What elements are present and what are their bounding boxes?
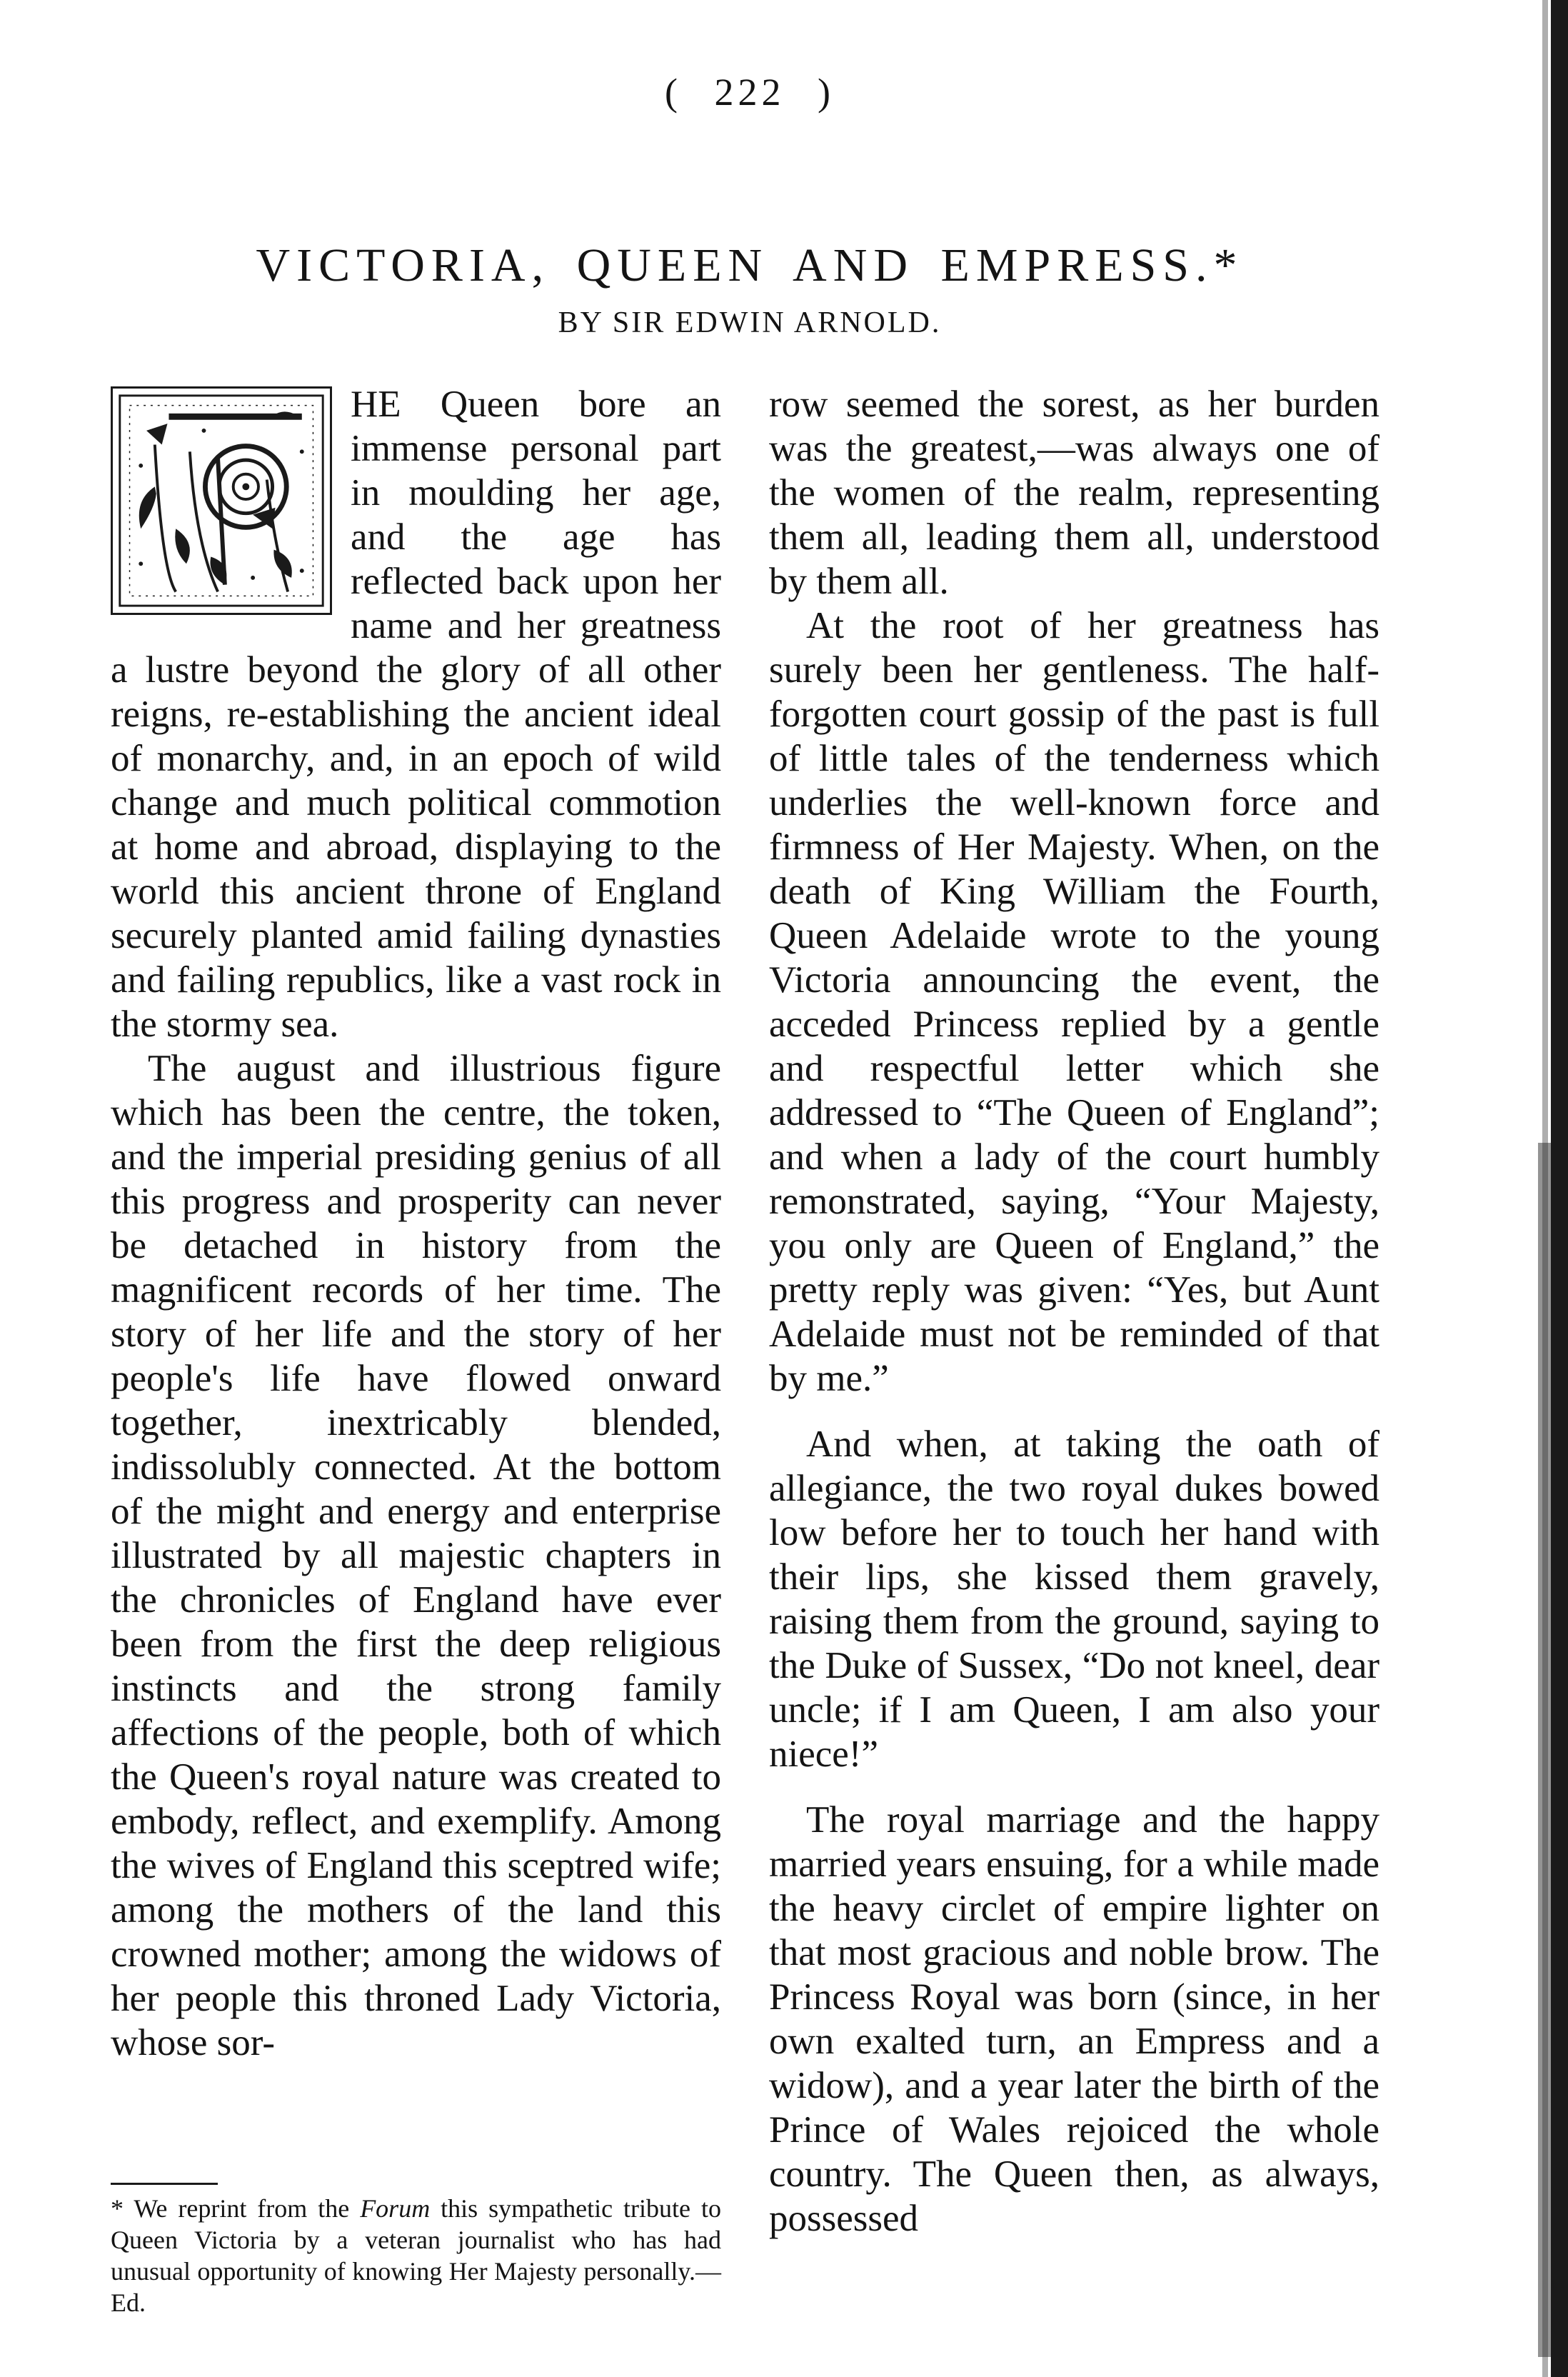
page-number: ( 222 ) (665, 71, 835, 114)
paragraph-1: HE Queen bore an immense personal part in moulding her age, and the age has reflected back upon her name and her greatness a lustre beyond the glory of all other reigns, re-establishing the ancient ideal of monarchy, and, in an epoch of wild change and much political commotion at home and abroad, displaying to the world this ancient throne of England securely planted amid failing dynasties and failing republics, like a vast rock in the stormy sea. (111, 384, 721, 1045)
footnote-text-before: * We reprint from the (111, 2194, 361, 2223)
right-column (769, 382, 1379, 2241)
footnote-editor-mark: Ed. (111, 2288, 146, 2317)
paragraph-continued: row seemed the sorest, as her burden was the greatest,—was always one of the women of the realm, representing them all, leading them all, understood by them all. (769, 384, 1379, 602)
floral-initial-icon (113, 389, 330, 613)
footnote (111, 2193, 721, 2318)
footnote-rule (111, 2183, 218, 2185)
article-title: VICTORIA, QUEEN AND EMPRESS.* (256, 239, 1244, 292)
scan-edge-shadow (1535, 0, 1568, 2377)
footnote-journal: Forum (360, 2194, 431, 2223)
paragraph-2: The august and illustrious figure which has been the centre, the token, and the imperial presiding genius of all this progress and prosperity can never be detached in history from the magnificent records of her time. The story of her life and the story of her people's life have flowed onward together, inextricably blended, indissolubly connected. At the bottom of the might and energy and enterprise illustrated by all majestic chapters in the chronicles of England have ever been from the first the deep religious instincts and the strong family affections of the people, both of which the Queen's royal nature was created to embody, reflect, and exemplify. Among the wives of England this sceptred wife; among the mothers of the land this crowned mother; among the widows of her people this throned Lady Victoria, whose sor- (111, 1048, 721, 2063)
paragraph-marriage: The royal marriage and the happy married years ensuing, for a while made the heavy circlet of empire lighter on that most gracious and noble brow. The Princess Royal was born (since, in her own exalted turn, an Empress and a widow), and a year later the birth of the Prince of Wales rejoiced the whole country. The Queen then, as always, possessed (769, 1799, 1379, 2239)
footnote-text-after: this sympathetic tribute to Queen Victoria by a veteran journalist who has had unusual opportunity of knowing Her Majesty personally.— (111, 2194, 721, 2286)
decorative-initial-t (111, 386, 332, 615)
author-byline: BY SIR EDWIN ARNOLD. (558, 306, 942, 339)
left-column (111, 382, 721, 2065)
paragraph-gentleness: At the root of her greatness has surely been her gentleness. The half-forgotten court gossip of the past is full of little tales of the tenderness which underlies the well-known force and firmness of Her Majesty. When, on the death of King William the Fourth, Queen Adelaide wrote to the young Victoria announcing the event, the acceded Princess replied by a gentle and respectful letter which she addressed to “The Queen of England”; and when a lady of the court humbly remonstrated, saying, “Your Majesty, you only are Queen of England,” the pretty reply was given: “Yes, but Aunt Adelaide must not be reminded of that by me.” (769, 605, 1379, 1399)
paragraph-oath: And when, at taking the oath of allegiance, the two royal dukes bowed low before her to touch her hand with their lips, she kissed them gravely, raising them from the ground, saying to the Duke of Sussex, “Do not kneel, dear uncle; if I am Queen, I am also your niece!” (769, 1423, 1379, 1775)
